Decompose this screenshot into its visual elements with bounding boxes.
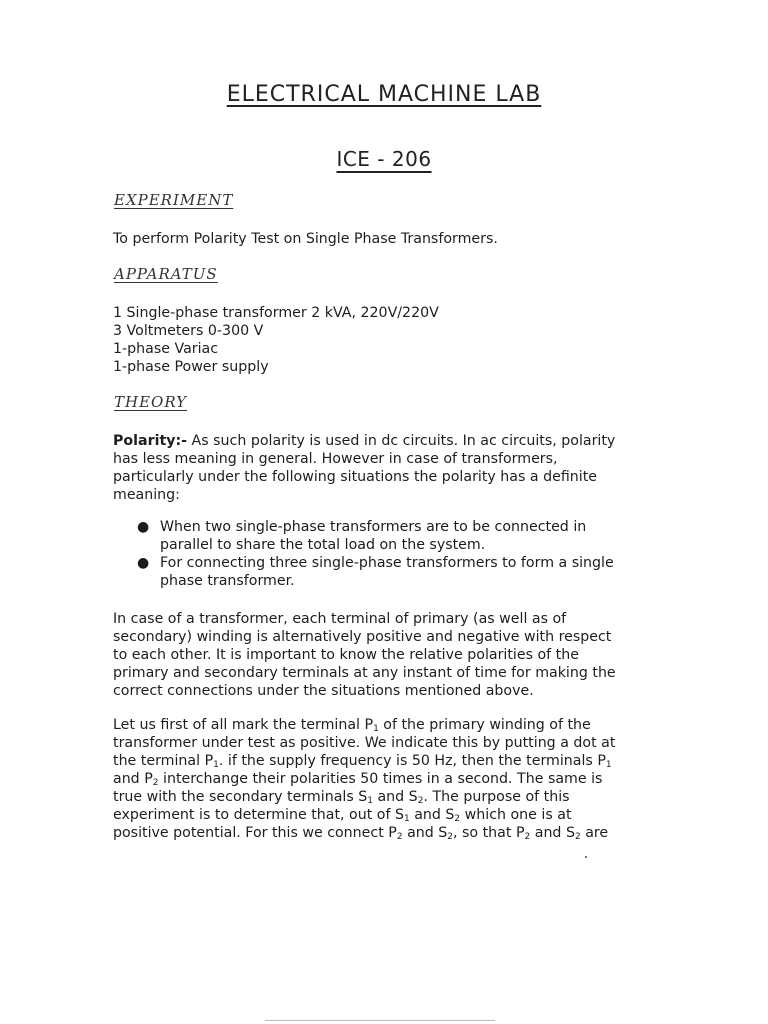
apparatus-item: 1-phase Power supply: [113, 359, 269, 375]
theory-heading: THEORY: [114, 393, 188, 411]
experiment-heading: EXPERIMENT: [114, 191, 234, 209]
experiment-text: To perform Polarity Test on Single Phase Transformers.: [113, 231, 498, 247]
lab-title: ELECTRICAL MACHINE LAB: [226, 82, 542, 107]
list-item: ● When two single-phase transformers are to be connected in parallel to share the total load on the system.: [137, 519, 587, 553]
apparatus-item: 3 Voltmeters 0-300 V: [113, 323, 264, 339]
apparatus-item: 1 Single-phase transformer 2 kVA, 220V/220V: [113, 305, 439, 321]
scan-speck: [585, 856, 587, 858]
conditions-list: [113, 518, 673, 590]
polarity-label: Polarity:-: [113, 433, 188, 449]
marking-paragraph: Let us first of all mark the terminal $P_1$ of the primary winding of the transformer under test as positive. We indicate this by putting a dot at the terminal $P_1$. if the supply frequency is 50 Hz, then the terminals $P_1$ and $P_2$ interchange their polarities 50 times in a second. The same is true with the secondary terminals $S_1$ and $S_2$. The purpose of this experiment is to determine that, out of $S_1$ and $S_2$ which one is at positive potential. For this we connect $P_2$ and $S_2$, so that $P_2$ and $S_2$ are: [113, 717, 616, 842]
transformer-terminals-paragraph: In case of a transformer, each terminal of primary (as well as of secondary) winding is alternatively positive and negative with respect to each other. It is important to know the relative polarities of the primary and secondary terminals at any instant of time for making the correct connections under the situations mentioned above.: [113, 611, 616, 699]
polarity-paragraph: Polarity:- As such polarity is used in dc circuits. In ac circuits, polarity has less meaning in general. However in case of transformers, particularly under the following situations the polarity has a definite meaning:: [113, 433, 616, 503]
list-item: ● For connecting three single-phase transformers to form a single phase transformer.: [137, 555, 614, 589]
page-edge-line: [265, 1020, 495, 1021]
apparatus-heading: APPARATUS: [114, 265, 218, 283]
bullet-icon: ●: [137, 519, 150, 535]
bullet-icon: ●: [137, 555, 150, 571]
course-code: ICE - 206: [336, 147, 432, 171]
apparatus-item: 1-phase Variac: [113, 341, 219, 357]
